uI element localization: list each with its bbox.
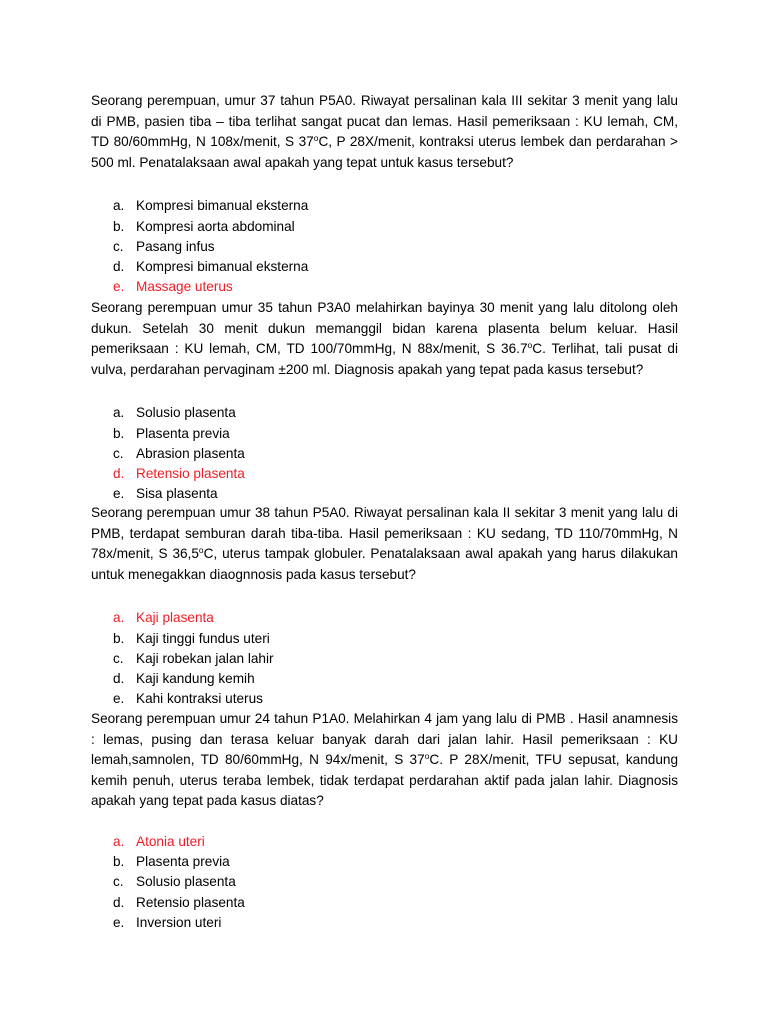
option-letter: d. (113, 258, 125, 274)
option-a (91, 196, 678, 216)
option-letter: b. (113, 630, 125, 646)
option-a (91, 403, 678, 423)
option-d (91, 669, 678, 689)
option-text: Kompresi bimanual eksterna (136, 258, 309, 274)
option-b (91, 629, 678, 649)
option-text: Plasenta previa (136, 854, 230, 870)
option-text: Sisa plasenta (136, 486, 218, 502)
option-letter: b. (113, 425, 125, 441)
option-text: Kaji robekan jalan lahir (136, 650, 274, 666)
option-letter: e. (113, 691, 125, 707)
answer-options (91, 403, 678, 504)
option-text: Retensio plasenta (136, 894, 245, 910)
degree-mark: o (198, 545, 204, 556)
option-e (91, 913, 678, 933)
option-text: Abrasion plasenta (136, 445, 245, 461)
option-c (91, 872, 678, 892)
degree-mark: o (424, 751, 430, 762)
option-text: Retensio plasenta (136, 465, 245, 481)
option-letter: c. (113, 238, 124, 254)
answer-options (91, 196, 678, 297)
option-c (91, 237, 678, 257)
option-e (91, 277, 678, 297)
option-b (91, 424, 678, 444)
option-letter: a. (113, 833, 125, 849)
question-stem: Seorang perempuan umur 35 tahun P3A0 melahirkan bayinya 30 menit yang lalu ditolong oleh dukun. Setelah 30 menit dukun memanggil bidan karena plasenta belum keluar. Hasil pemeriksaan : KU lemah, CM, TD 100/70mmHg, N 88x/menit, S 36.7$^o$C. Terlihat, tali pusat di vulva, perdarahan pervaginam ±200 ml. Diagnosis apakah yang tepat pada kasus tersebut? (91, 300, 679, 377)
option-e (91, 484, 678, 504)
option-text: Kompresi bimanual eksterna (136, 198, 309, 214)
option-a (91, 832, 678, 852)
option-d (91, 257, 678, 277)
option-letter: d. (113, 670, 125, 686)
option-text: Solusio plasenta (136, 874, 236, 890)
option-text: Kompresi aorta abdominal (136, 218, 295, 234)
option-letter: d. (113, 894, 125, 910)
option-c (91, 649, 678, 669)
option-letter: e. (113, 279, 125, 295)
degree-mark: o (313, 133, 319, 144)
option-letter: c. (113, 874, 124, 890)
option-letter: b. (113, 854, 125, 870)
option-text: Kahi kontraksi uterus (136, 691, 263, 707)
question-2 (91, 298, 678, 504)
option-text: Plasenta previa (136, 425, 230, 441)
option-e (91, 689, 678, 709)
answer-options (91, 832, 678, 933)
option-text: Atonia uteri (136, 833, 205, 849)
option-text: Kaji tinggi fundus uteri (136, 630, 270, 646)
option-text: Kaji kandung kemih (136, 670, 255, 686)
option-text: Massage uterus (136, 279, 233, 295)
option-text: Inversion uteri (136, 914, 222, 930)
option-d (91, 893, 678, 913)
option-letter: e. (113, 914, 125, 930)
question-3 (91, 503, 678, 709)
question-4 (91, 709, 678, 933)
option-letter: c. (113, 445, 124, 461)
option-text: Pasang infus (136, 238, 215, 254)
option-letter: d. (113, 465, 125, 481)
option-letter: e. (113, 486, 125, 502)
question-stem: Seorang perempuan umur 38 tahun P5A0. Riwayat persalinan kala II sekitar 3 menit yang lalu di PMB, terdapat semburan darah tiba-tiba. Hasil pemeriksaan : KU sedang, TD 110/70mmHg, N 78x/menit, S 36,5$^o$C, uterus tampak globuler. Penatalaksaan awal apakah yang harus dilakukan untuk menegakkan diaognnosis pada kasus tersebut? (91, 505, 678, 582)
option-letter: a. (113, 610, 125, 626)
question-1 (91, 91, 678, 297)
option-letter: b. (113, 218, 125, 234)
option-text: Kaji plasenta (136, 610, 214, 626)
option-d (91, 464, 678, 484)
option-letter: a. (113, 198, 125, 214)
question-stem: Seorang perempuan, umur 37 tahun P5A0. Riwayat persalinan kala III sekitar 3 menit yang lalu di PMB, pasien tiba – tiba terlihat sangat pucat dan lemas. Hasil pemeriksaan : KU lemah, CM, TD 80/60mmHg, N 108x/menit, S 37$^o$C, P 28X/menit, kontraksi uterus lembek dan perdarahan > 500 ml. Penatalaksaan awal apakah yang tepat untuk kasus tersebut? (91, 93, 678, 170)
option-b (91, 217, 678, 237)
answer-options (91, 608, 678, 709)
option-text: Solusio plasenta (136, 405, 236, 421)
degree-mark: o (527, 340, 533, 351)
option-b (91, 852, 678, 872)
option-letter: a. (113, 405, 125, 421)
question-stem: Seorang perempuan umur 24 tahun P1A0. Melahirkan 4 jam yang lalu di PMB . Hasil anamnesis : lemas, pusing dan terasa keluar banyak darah dari jalan lahir. Hasil pemeriksaan : KU lemah,samnolen, TD 80/60mmHg, N 94x/menit, S 37$^o$C. P 28X/menit, TFU sepusat, kandung kemih penuh, uterus teraba lembek, tidak terdapat perdarahan aktif pada jalan lahir. Diagnosis apakah yang tepat pada kasus diatas? (91, 711, 678, 809)
option-letter: c. (113, 650, 124, 666)
option-a (91, 608, 678, 628)
option-c (91, 444, 678, 464)
